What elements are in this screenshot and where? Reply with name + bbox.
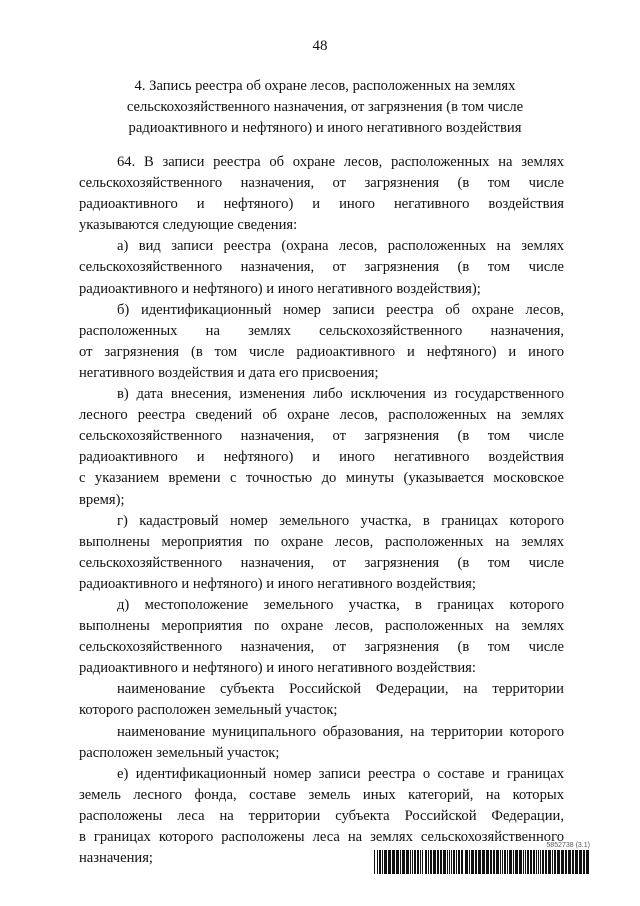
barcode-bar: [443, 850, 446, 874]
paragraph: [79, 152, 564, 236]
barcode-bar: [384, 850, 387, 874]
page-number: 48: [312, 38, 328, 54]
barcode-bar: [453, 850, 455, 874]
barcode-bar: [414, 850, 416, 874]
barcode-bar: [554, 850, 556, 874]
paragraph-line: д) местоположение земельного участка, в границах которого: [117, 596, 564, 613]
barcode-bar: [440, 850, 442, 874]
barcode-bar: [482, 850, 485, 874]
paragraph-line: в границах которого расположены леса на землях сельскохозяйственного: [79, 829, 564, 845]
barcode-bar: [402, 850, 405, 874]
barcode-bar: [500, 850, 501, 874]
barcode-bar: [525, 850, 526, 874]
paragraph-line: от загрязнения (в том числе радиоактивного и нефтяного) и иного: [79, 343, 564, 360]
paragraph: [79, 236, 564, 299]
barcode-bar: [422, 850, 423, 874]
paragraph-line: негативного воздействия и дата его присвоения;: [79, 364, 379, 381]
barcode-bar: [410, 850, 411, 874]
barcode-bar: [530, 850, 532, 874]
barcode-bar: [406, 850, 409, 874]
barcode-bar: [579, 850, 582, 874]
barcode-bar: [400, 850, 401, 874]
barcode-bar: [557, 850, 560, 874]
barcode-bar: [392, 850, 395, 874]
barcode: [374, 850, 590, 874]
barcode-bar: [382, 850, 383, 874]
paragraph-line: наименование субъекта Российской Федерации, на территории: [117, 681, 564, 698]
paragraph: [79, 595, 564, 679]
paragraph-line: наименование муниципального образования, на территории которого: [117, 723, 564, 740]
paragraph: [79, 722, 564, 764]
paragraph-line: радиоактивного и нефтяного) и иного негативного воздействия;: [79, 575, 476, 592]
barcode-bar: [533, 850, 535, 874]
paragraph-line: с указанием времени с точностью до минуты (указывается московское: [79, 470, 564, 487]
barcode-bar: [486, 850, 489, 874]
barcode-bar: [471, 850, 474, 874]
barcode-bar: [377, 850, 378, 874]
paragraph-line: расположенных на землях сельскохозяйственного назначения,: [79, 322, 564, 339]
barcode-bar: [456, 850, 457, 874]
paragraph: [79, 300, 564, 384]
paragraph-line: лесного реестра сведений об охране лесов, расположенных на землях: [79, 407, 564, 424]
barcode-bar: [469, 850, 470, 874]
section-title-line: радиоактивного и нефтяного) и иного негативного воздействия: [128, 120, 522, 136]
paragraph: [79, 679, 564, 721]
barcode-bar: [523, 850, 524, 874]
barcode-bar: [568, 850, 571, 874]
barcode-bar: [583, 850, 585, 874]
paragraph-line: расположен земельный участок;: [79, 744, 280, 761]
barcode-bar: [388, 850, 391, 874]
paragraph-line: в) дата внесения, изменения либо исключения из государственного: [117, 386, 564, 403]
barcode-bar: [515, 850, 518, 874]
section-title-line: 4. Запись реестра об охране лесов, расположенных на землях: [134, 78, 516, 94]
paragraph-line: указываются следующие сведения:: [79, 217, 298, 234]
paragraph-line: сельскохозяйственного назначения, от загрязнения (в том числе: [79, 259, 564, 276]
section-title-line: сельскохозяйственного назначения, от загрязнения (в том числе: [126, 99, 524, 115]
paragraph: [79, 511, 564, 595]
paragraph-line: радиоактивного и нефтяного) и иного негативного воздействия:: [79, 660, 476, 677]
barcode-bar: [502, 850, 503, 874]
barcode-bar: [572, 850, 574, 874]
barcode-bar: [504, 850, 506, 874]
paragraph: [79, 384, 564, 511]
paragraph-line: выполнены мероприятия по охране лесов, расположенных на землях: [79, 533, 564, 550]
barcode-bar: [538, 850, 539, 874]
barcode-bar: [561, 850, 564, 874]
barcode-bar: [545, 850, 547, 874]
paragraph-line: радиоактивного и нефтяного) и иного негативного воздействия: [79, 196, 564, 213]
paragraph-line: выполнены мероприятия по охране лесов, расположенных на землях: [79, 618, 564, 635]
paragraph-line: сельскохозяйственного назначения, от загрязнения (в том числе: [79, 639, 564, 656]
barcode-bar: [475, 850, 477, 874]
barcode-bar: [430, 850, 432, 874]
barcode-bar: [461, 850, 463, 874]
document-body: [79, 152, 564, 869]
barcode-bar: [449, 850, 450, 874]
section-title: [80, 76, 570, 139]
paragraph-line: расположены леса на территории субъекта Российской Федерации,: [79, 807, 564, 824]
paragraph-line: радиоактивного и нефтяного) и иного негативного воздействия);: [79, 280, 481, 297]
paragraph-line: назначения;: [79, 850, 153, 867]
barcode-bar: [507, 850, 508, 874]
barcode-bar: [374, 850, 375, 874]
paragraph-line: сельскохозяйственного назначения, от загрязнения (в том числе: [79, 428, 564, 445]
barcode-bar: [586, 850, 589, 874]
paragraph-line: е) идентификационный номер записи реестра о составе и границах: [117, 765, 564, 782]
barcode-bar: [509, 850, 512, 874]
paragraph-line: которого расположен земельный участок;: [79, 702, 338, 719]
barcode-bar: [447, 850, 448, 874]
document-id: 5852738 (3.1): [546, 842, 590, 849]
paragraph-line: радиоактивного и нефтяного) и иного негативного воздействия: [79, 449, 564, 466]
barcode-bar: [478, 850, 481, 874]
paragraph-line: г) кадастровый номер земельного участка, в границах которого: [117, 512, 564, 529]
barcode-bar: [433, 850, 436, 874]
barcode-bar: [493, 850, 495, 874]
barcode-bar: [379, 850, 381, 874]
barcode-bar: [458, 850, 460, 874]
barcode-bar: [490, 850, 492, 874]
barcode-bar: [417, 850, 419, 874]
paragraph-line: время);: [79, 491, 125, 508]
barcode-bar: [527, 850, 529, 874]
barcode-bar: [428, 850, 429, 874]
barcode-bar: [536, 850, 537, 874]
barcode-bar: [513, 850, 514, 874]
barcode-bar: [540, 850, 541, 874]
paragraph-line: сельскохозяйственного назначения, от загрязнения (в том числе: [79, 175, 564, 192]
barcode-bar: [575, 850, 578, 874]
barcode-bar: [437, 850, 439, 874]
barcode-bar: [420, 850, 421, 874]
barcode-bar: [412, 850, 413, 874]
barcode-bar: [519, 850, 522, 874]
paragraph-line: земель лесного фонда, составе земель иных категорий, на которых: [79, 786, 564, 803]
barcode-bar: [451, 850, 452, 874]
paragraph-line: б) идентификационный номер записи реестра об охране лесов,: [117, 301, 564, 318]
barcode-bar: [565, 850, 567, 874]
barcode-bar: [396, 850, 399, 874]
barcode-bar: [496, 850, 499, 874]
barcode-bar: [425, 850, 427, 874]
barcode-bar: [465, 850, 468, 874]
barcode-bar: [542, 850, 544, 874]
barcode-bar: [552, 850, 553, 874]
paragraph-line: 64. В записи реестра об охране лесов, расположенных на землях: [117, 154, 564, 170]
paragraph-line: а) вид записи реестра (охрана лесов, расположенных на землях: [117, 238, 564, 255]
paragraph-line: сельскохозяйственного назначения, от загрязнения (в том числе: [79, 554, 564, 571]
barcode-bar: [548, 850, 551, 874]
